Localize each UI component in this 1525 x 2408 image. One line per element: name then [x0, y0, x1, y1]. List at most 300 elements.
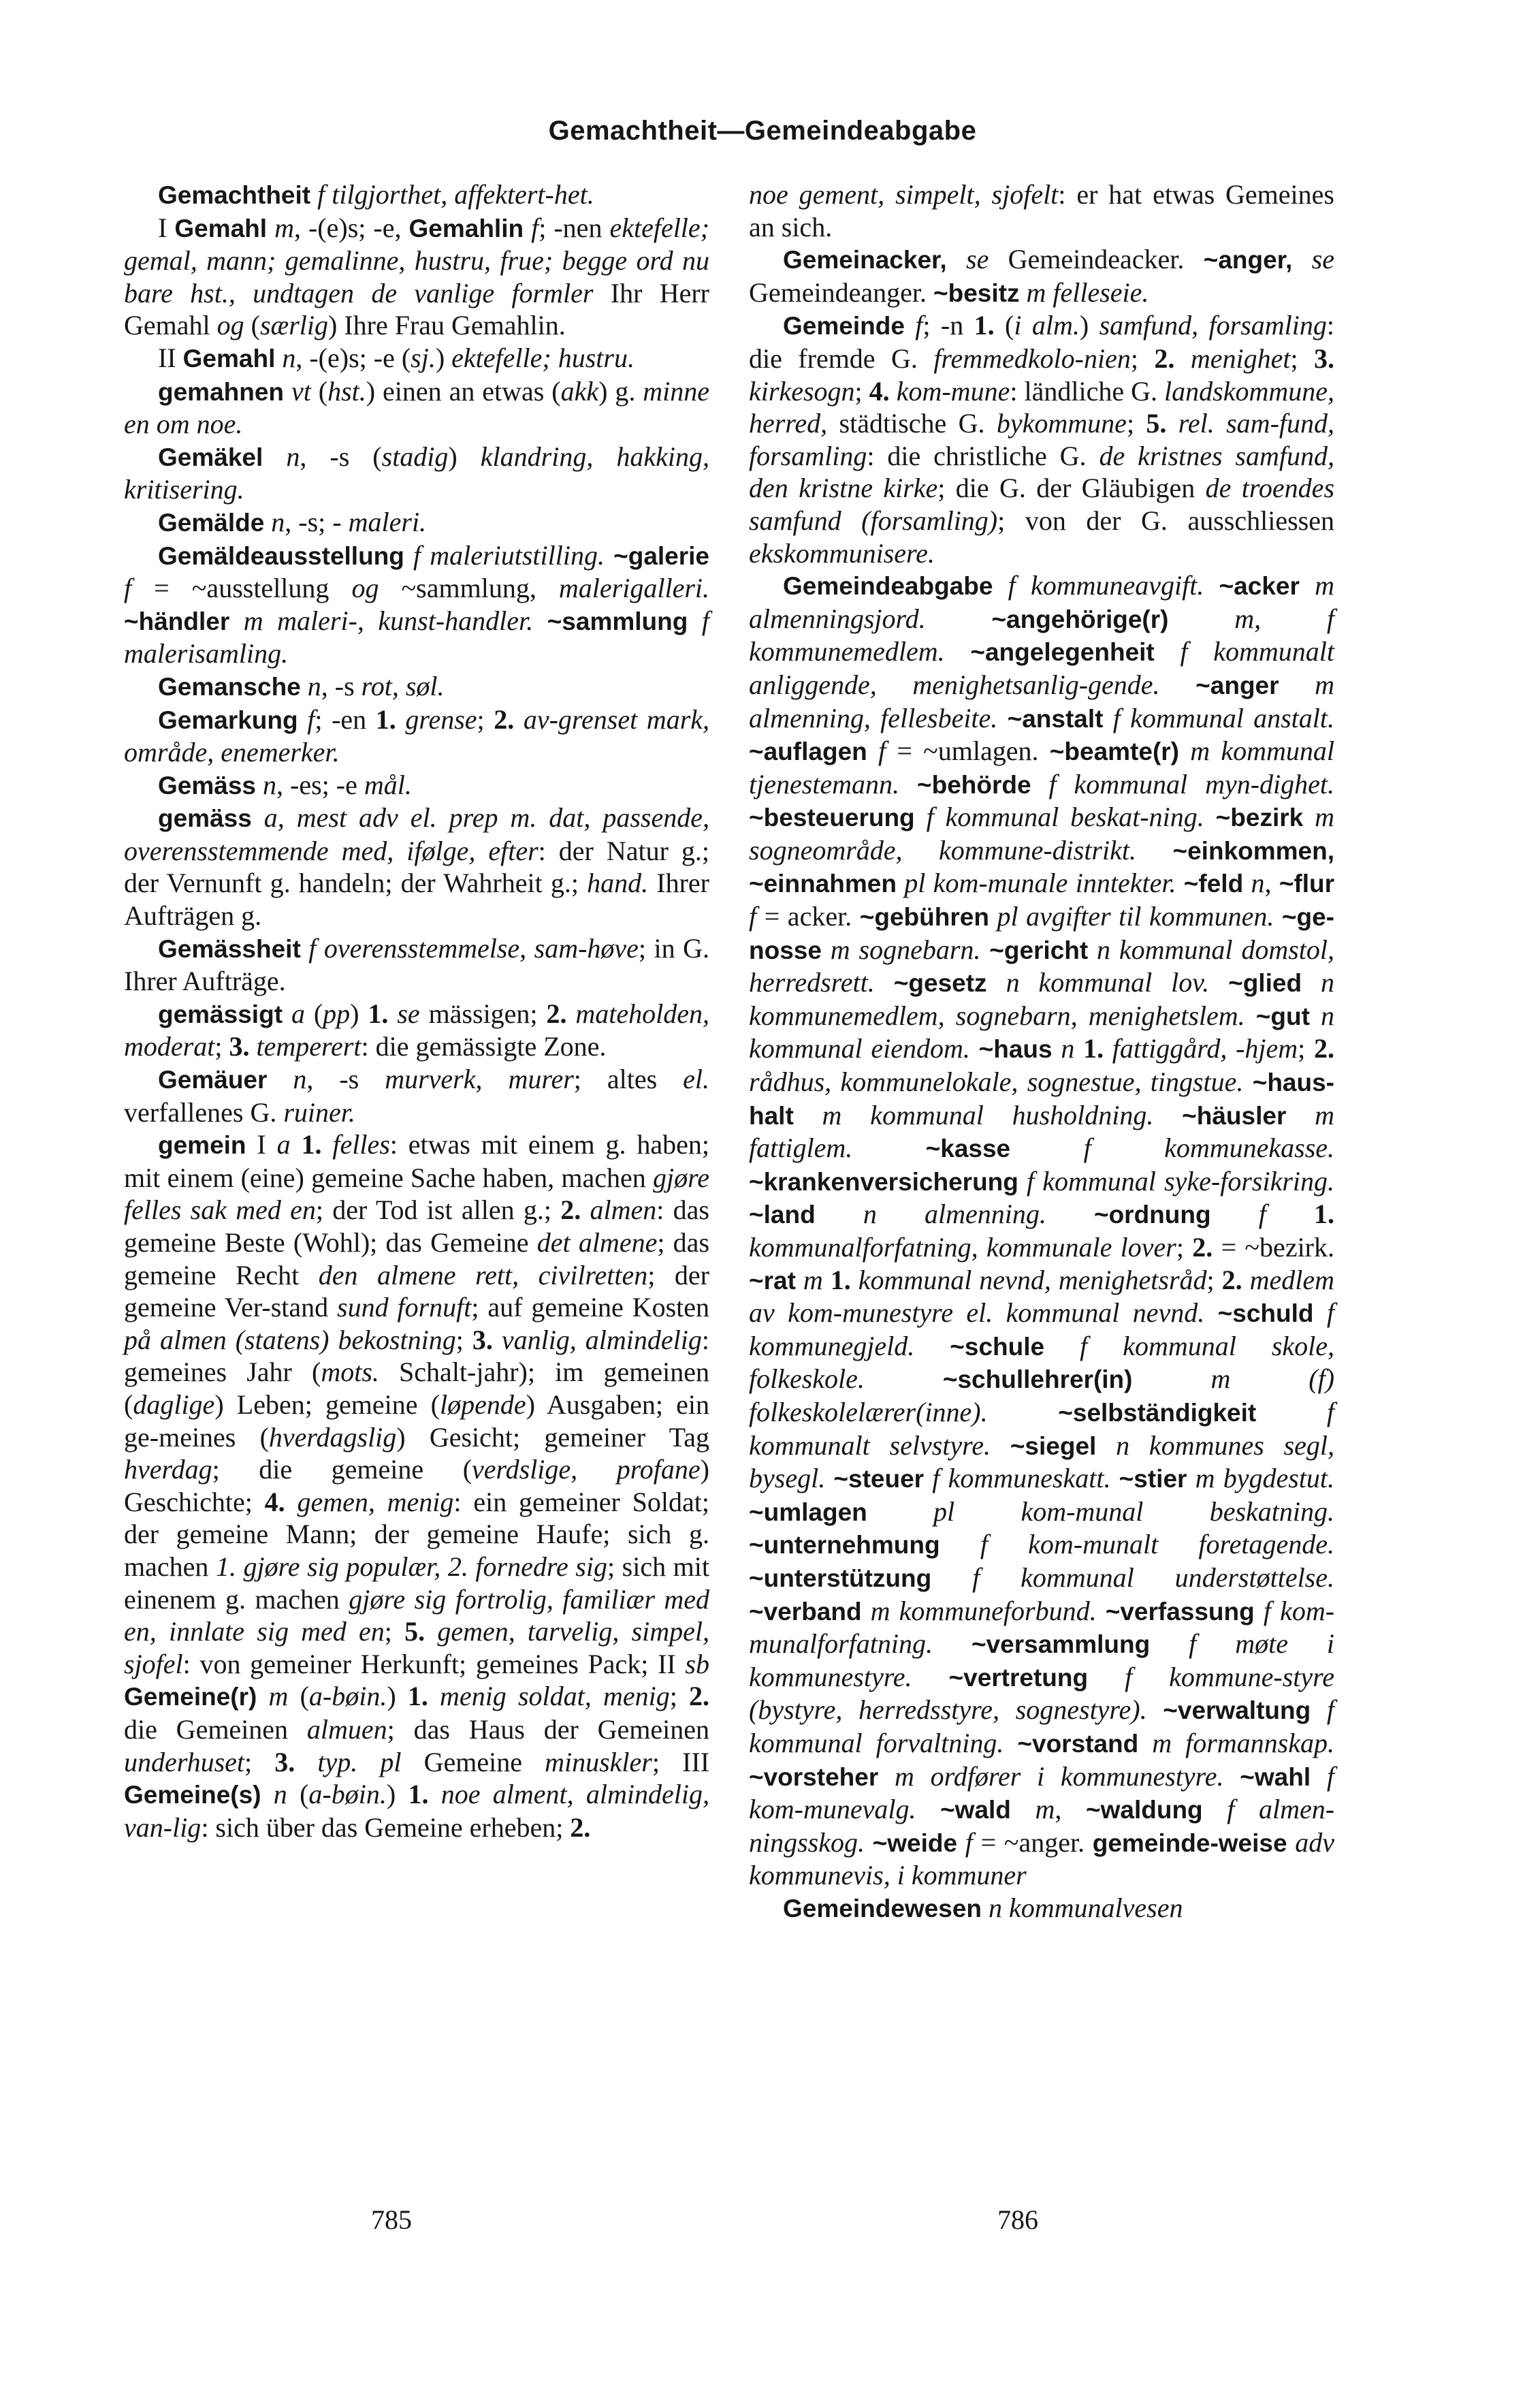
headword: gemäss: [158, 804, 252, 833]
text-run: [890, 376, 897, 407]
italic-run: av-grenset mark, område, enemerker.: [124, 703, 710, 768]
headword: Gemässheit: [158, 934, 301, 963]
headword: ~beamte(r): [1049, 738, 1179, 766]
italic-run: n: [273, 1779, 287, 1810]
headword: ~schullehrer(in): [942, 1365, 1133, 1394]
text-run: [867, 1496, 933, 1527]
italic-run: n: [286, 441, 300, 472]
italic-run: vanlig, almindelig: [501, 1324, 702, 1355]
italic-run: løpende: [439, 1389, 526, 1420]
headword: ~schuld: [1217, 1299, 1314, 1328]
text-run: ) einen an etwas (: [366, 375, 561, 407]
italic-run: n kommunal lov.: [1006, 967, 1210, 998]
text-run: ;: [1206, 1264, 1222, 1295]
headword: Gemeindewesen: [783, 1894, 982, 1922]
italic-run: på almen (statens) bekostning: [124, 1324, 456, 1355]
text-run: [1088, 1662, 1125, 1692]
text-run: [1074, 1033, 1083, 1064]
bold-run: 2.: [1221, 1264, 1242, 1295]
text-run: [940, 1529, 980, 1559]
headword: ~waldung: [1086, 1796, 1203, 1824]
italic-run: noe alment, almindelig, van-lig: [124, 1779, 710, 1843]
italic-run: noe gement, simpelt, sjofelt: [749, 179, 1059, 210]
italic-run: f kommunal skole, folkeskole.: [749, 1330, 1335, 1395]
italic-run: f kommunal anstalt.: [1112, 702, 1335, 733]
text-run: [396, 704, 406, 735]
text-run: [816, 1199, 863, 1229]
italic-run: hverdag: [124, 1454, 212, 1485]
bold-run: 2.: [1192, 1232, 1213, 1263]
page-number-right: 786: [997, 2204, 1038, 2235]
italic-run: grense: [405, 703, 477, 735]
text-run: [1004, 1728, 1017, 1758]
bold-run: 3.: [1314, 343, 1334, 374]
italic-run: ektefelle; gemal, mann; gemalinne, hustru, frue; begge ord nu bare hst., undtagen de vanlige formler: [124, 212, 709, 308]
text-run: ;: [669, 1681, 689, 1712]
headword: ~händler: [124, 607, 230, 635]
italic-run: f: [915, 310, 923, 341]
italic-run: sb: [685, 1648, 709, 1679]
italic-run: ruiner.: [283, 1096, 355, 1128]
italic-run: f: [965, 1826, 973, 1858]
italic-run: f: [307, 703, 315, 735]
text-run: ): [386, 1779, 408, 1810]
headword: ~behörde: [916, 770, 1031, 799]
dictionary-entry: [124, 539, 709, 670]
italic-run: m ordfører i kommunestyre.: [895, 1760, 1224, 1792]
text-run: [970, 1033, 979, 1064]
headword: ~gut: [1255, 1002, 1310, 1030]
headword: Gemäldeausstellung: [158, 541, 404, 570]
italic-run: pl kom-munale inntekter.: [904, 868, 1176, 899]
text-run: (: [244, 310, 260, 341]
italic-run: f kom-munalforfatning.: [749, 1595, 1335, 1660]
headword: ~weide: [872, 1828, 958, 1857]
text-run: [1019, 277, 1026, 308]
dictionary-entry: [749, 309, 1334, 569]
text-run: [1256, 1397, 1327, 1427]
italic-run: akk: [560, 375, 599, 407]
headword: Gemeine(s): [124, 1781, 261, 1809]
italic-run: almuen: [306, 1713, 387, 1745]
text-run: ; sich mit einenem g. machen: [124, 1551, 709, 1615]
italic-run: f maleriutstilling.: [413, 539, 605, 571]
headword: ~siegel: [1010, 1431, 1097, 1460]
text-run: , -(e)s; -e,: [293, 212, 409, 243]
bold-run: 1.: [1083, 1033, 1104, 1064]
italic-run: m kommuneforbund.: [870, 1595, 1097, 1626]
headword: ~vertretung: [948, 1663, 1089, 1692]
dictionary-entry: [749, 243, 1334, 309]
headword: Gemansche: [158, 672, 301, 701]
text-run: ;: [1130, 343, 1155, 374]
text-run: [301, 933, 308, 964]
headword: Gemachtheit: [158, 181, 311, 209]
italic-run: menighet: [1190, 343, 1291, 374]
italic-run: mål.: [364, 769, 412, 800]
headword: ~land: [749, 1201, 816, 1229]
text-run: : ein gemeiner Soldat; der gemeine Mann; der gemeine Haufe; sich g. machen: [124, 1486, 709, 1582]
bold-run: 1.: [408, 1779, 429, 1810]
text-run: [1203, 1794, 1227, 1824]
text-run: [1204, 1297, 1217, 1328]
italic-run: mots.: [321, 1357, 379, 1388]
text-run: [428, 1681, 440, 1711]
italic-run: f kom-munalt foretagende.: [980, 1529, 1334, 1560]
text-run: [912, 1662, 949, 1692]
text-run: [1147, 1694, 1163, 1725]
text-run: [1286, 1100, 1315, 1130]
text-run: ; die G. der Gläubigen: [937, 473, 1206, 504]
italic-run: kommunalforfatning, kommunale lover: [749, 1232, 1176, 1263]
headword: Gemahlin: [408, 214, 524, 242]
headword: ~unternehmung: [749, 1531, 940, 1559]
text-run: (: [287, 1779, 309, 1810]
italic-run: m felleseie.: [1026, 276, 1149, 308]
italic-run: m formannskap.: [1152, 1727, 1335, 1758]
headword: Gemäss: [158, 771, 256, 799]
text-run: [229, 605, 244, 636]
italic-run: el.: [683, 1064, 709, 1095]
italic-run: se: [397, 998, 420, 1029]
text-run: [1011, 1794, 1036, 1824]
headword: ~einkommen,: [1172, 836, 1335, 865]
bold-run: 3.: [274, 1746, 295, 1777]
italic-run: mateholden, moderat: [124, 998, 710, 1062]
dictionary-entry: [124, 342, 709, 375]
text-run: [285, 1487, 298, 1517]
text-run: = ~bezirk.: [1213, 1232, 1334, 1263]
text-run: [1155, 636, 1181, 667]
italic-run: stadig: [381, 441, 449, 472]
bold-run: 4.: [869, 375, 890, 407]
text-run: [298, 704, 308, 735]
headword: ~galerie: [613, 541, 710, 570]
text-run: : die christliche G.: [867, 440, 1099, 471]
text-run: [987, 967, 1006, 998]
italic-run: vt: [291, 375, 311, 407]
italic-run: n kommunes segl, bysegl.: [749, 1429, 1334, 1494]
italic-run: murverk, murer: [385, 1064, 574, 1095]
headword: ~steuer: [833, 1465, 925, 1493]
left-column: [124, 178, 709, 1843]
text-run: I: [158, 212, 175, 243]
text-run: [1031, 769, 1049, 799]
text-run: [252, 802, 264, 833]
italic-run: i alm.: [1014, 310, 1080, 341]
text-run: = acker.: [756, 901, 860, 932]
text-run: mässigen;: [419, 998, 547, 1029]
text-run: [931, 1562, 972, 1593]
text-run: [899, 769, 917, 799]
italic-run: f almen-ningsskog.: [749, 1794, 1335, 1858]
headword: ~versammlung: [971, 1630, 1151, 1659]
text-run: [1103, 703, 1112, 733]
italic-run: n kommunalvesen: [989, 1892, 1183, 1923]
italic-run: f kommunalt anliggende, menighetsanlig-gende.: [749, 636, 1335, 700]
dictionary-entry: [124, 802, 709, 932]
text-run: ) Geschichte;: [124, 1454, 709, 1517]
headword: ~glied: [1228, 969, 1302, 998]
page-number-left: 785: [371, 2204, 412, 2235]
dictionary-entry: [124, 769, 709, 802]
italic-run: medlem av kom-munestyre el. kommunal nevnd.: [749, 1264, 1335, 1329]
italic-run: felles: [332, 1129, 390, 1160]
headword: ~sammlung: [547, 607, 688, 635]
bold-run: 2.: [546, 998, 567, 1029]
bold-run: 1.: [974, 310, 995, 341]
dictionary-entry: [749, 1892, 1334, 1925]
text-run: (: [304, 998, 323, 1029]
text-run: : der Natur g.; der Vernunft g. handeln; der Wahrheit g.;: [124, 835, 709, 899]
italic-run: maleri.: [348, 506, 427, 537]
headword: ~ordnung: [1093, 1201, 1211, 1229]
italic-run: gemen, menig: [297, 1486, 454, 1517]
text-run: ) Ihre Frau Gemahlin.: [328, 310, 566, 341]
text-run: ; das gemeine Recht: [124, 1227, 710, 1290]
italic-run: n: [271, 506, 285, 537]
headword: ~selbständigkeit: [1058, 1398, 1257, 1427]
text-run: [1242, 1265, 1250, 1295]
bold-run: 3.: [472, 1324, 493, 1355]
text-run: [1279, 669, 1315, 700]
headword: ~gebühren: [859, 903, 989, 932]
text-run: = ~ausstellung: [131, 573, 352, 604]
headword: ~haus: [978, 1035, 1053, 1064]
text-run: = ~anger.: [972, 1826, 1093, 1858]
dictionary-entry: [124, 998, 709, 1063]
bold-run: 1.: [301, 1129, 322, 1160]
italic-run: f kommuneskatt.: [932, 1463, 1111, 1494]
dictionary-entry: [124, 506, 709, 539]
italic-run: a-bøin.: [308, 1779, 387, 1810]
text-run: [1245, 1000, 1256, 1031]
text-run: Schalt-jahr); im gemeinen (: [124, 1357, 710, 1420]
italic-run: f kommune-styre (bystyre, herredsstyre, sognestyre).: [749, 1661, 1334, 1726]
italic-run: n: [282, 342, 296, 373]
text-run: [388, 998, 397, 1029]
text-run: ; von der G. ausschliessen: [997, 505, 1334, 536]
text-run: [916, 1794, 940, 1824]
italic-run: hst.: [327, 375, 366, 407]
italic-run: kirkesogn: [749, 375, 855, 407]
italic-run: m kommunal husholdning.: [822, 1099, 1154, 1130]
headword: ~feld: [1183, 870, 1244, 898]
text-run: [926, 603, 992, 634]
text-run: [875, 967, 894, 998]
text-run: [1088, 934, 1097, 965]
italic-run: kommunal nevnd, menighetsråd: [858, 1264, 1207, 1295]
text-run: ; auf gemeine Kosten: [471, 1292, 710, 1323]
italic-run: f kommunal syke-forsikring.: [1027, 1165, 1334, 1197]
text-run: [988, 1397, 1059, 1427]
headword: Gemeinacker,: [783, 246, 947, 274]
text-run: [1110, 1463, 1119, 1493]
italic-run: fattiggård, -hjem: [1112, 1033, 1298, 1064]
italic-run: f kommunal beskat-ning.: [926, 802, 1204, 833]
italic-run: de troendes samfund (forsamling): [749, 473, 1335, 536]
text-run: [933, 1628, 972, 1659]
headword: Gemeindeabgabe: [783, 572, 993, 601]
dictionary-entry: [124, 670, 709, 703]
bold-run: 2.: [560, 1194, 581, 1226]
text-run: ,: [1055, 1794, 1086, 1825]
italic-run: m kommunal tjenestemann.: [749, 735, 1335, 799]
italic-run: m sogneområde, kommune-distrikt.: [749, 802, 1334, 866]
text-run: ; -n: [922, 310, 974, 341]
text-run: [425, 1616, 437, 1647]
text-run: : ländliche G.: [1010, 375, 1165, 407]
text-run: , -s: [321, 670, 362, 701]
text-run: [980, 934, 989, 965]
italic-run: fremmedkolo-nien: [933, 343, 1131, 374]
italic-run: malerigalleri.: [558, 573, 709, 604]
text-run: [982, 1892, 989, 1923]
text-run: (: [994, 310, 1014, 341]
text-run: [310, 179, 317, 210]
text-run: ;: [244, 1746, 275, 1777]
text-run: ;: [477, 703, 494, 735]
dictionary-entry: [124, 375, 709, 441]
dictionary-entry: [749, 569, 1334, 1892]
italic-run: den almene rett, civilretten: [318, 1259, 648, 1290]
dictionary-entry: [124, 212, 709, 342]
text-run: ; in G. Ihrer Aufträge.: [124, 932, 709, 997]
bold-run: 1.: [407, 1681, 428, 1712]
text-run: [1311, 1694, 1327, 1725]
italic-run: pl avgifter til kommunen.: [997, 901, 1274, 932]
headword: ~besteuerung: [749, 804, 915, 832]
italic-run: typ. pl: [317, 1746, 402, 1777]
right-column: [749, 178, 1334, 1924]
text-run: [1204, 802, 1216, 832]
text-run: [1176, 868, 1183, 898]
italic-run: det almene: [536, 1227, 658, 1258]
text-run: städtische G.: [827, 408, 997, 439]
text-run: [1097, 1596, 1106, 1626]
text-run: [914, 1331, 950, 1361]
text-run: [1243, 868, 1251, 898]
text-run: ; der gemeine Ver-stand: [124, 1259, 709, 1323]
italic-run: verdslige, profane: [472, 1454, 701, 1485]
italic-run: gjøre sig fortrolig, familiær med en, innlate sig med en: [124, 1583, 709, 1647]
text-run: [321, 1129, 332, 1160]
italic-run: pl kom-munal beskatning.: [933, 1495, 1335, 1527]
text-run: verfallenes G.: [124, 1096, 284, 1128]
italic-run: temperert: [256, 1031, 362, 1062]
text-run: [997, 703, 1007, 733]
text-run: [514, 704, 524, 735]
italic-run: 1. gjøre sig populær, 2. fornedre sig: [215, 1551, 607, 1582]
italic-run: rådhus, kommunelokale, sognestue, tingstue.: [749, 1066, 1244, 1098]
headword: ~anstalt: [1007, 704, 1104, 733]
text-run: [524, 212, 531, 243]
headword: ~haus-halt: [749, 1068, 1335, 1130]
text-run: [1266, 1199, 1314, 1229]
text-run: ;: [854, 375, 869, 407]
italic-run: n: [263, 769, 276, 800]
italic-run: minuskler: [545, 1746, 652, 1777]
bold-run: 2.: [570, 1811, 591, 1843]
bold-run: 2.: [494, 703, 515, 735]
text-run: [1150, 1628, 1189, 1659]
italic-run: f kom-munevalg.: [749, 1760, 1335, 1825]
text-run: [825, 1463, 833, 1493]
text-run: [1104, 1033, 1112, 1064]
text-run: [1160, 669, 1196, 700]
italic-run: sund fornuft: [337, 1292, 472, 1323]
headword: ~rat: [749, 1266, 796, 1295]
text-run: [256, 770, 263, 800]
italic-run: m maleri-, kunst-handler.: [243, 605, 534, 636]
text-run: [1311, 1761, 1327, 1792]
text-run: [1302, 967, 1321, 998]
text-run: [428, 1779, 440, 1809]
headword: ~verband: [749, 1597, 862, 1626]
italic-run: n kommunemedlem, sognebarn, menighetslem.: [749, 967, 1335, 1031]
text-run: ) Gesicht; gemeiner Tag: [396, 1421, 709, 1453]
headword: ~verfassung: [1105, 1597, 1255, 1626]
text-run: [291, 1129, 302, 1160]
text-run: , -(e)s; -e (: [295, 342, 411, 373]
headword: ~gesetz: [893, 969, 987, 998]
text-run: Gemeindeanger.: [749, 276, 933, 308]
bold-run: 5.: [404, 1616, 426, 1647]
italic-run: f kommunalt selvstyre.: [749, 1396, 1334, 1461]
headword: ~auflagen: [749, 738, 867, 766]
italic-run: m: [274, 212, 294, 243]
headword: ~bezirk: [1215, 804, 1304, 832]
headword: Gemälde: [158, 508, 265, 537]
text-run: [878, 1761, 895, 1792]
text-run: [1303, 802, 1315, 832]
headword: ~häusler: [1182, 1101, 1287, 1130]
italic-run: m, f kommunemedlem.: [749, 603, 1335, 667]
headword: ~anger,: [1203, 246, 1293, 274]
headword: ~flur: [1279, 870, 1335, 898]
headword: ~verwaltung: [1163, 1696, 1311, 1725]
text-run: [533, 605, 547, 636]
italic-run: n kommunal eiendom.: [749, 1000, 1335, 1064]
text-run: [905, 310, 915, 340]
headword: ~einnahmen: [749, 870, 897, 898]
italic-run: sj.: [411, 342, 436, 373]
dictionary-entry: [124, 1128, 709, 1843]
text-run: ;: [214, 1031, 229, 1062]
text-run: ;: [384, 1616, 405, 1647]
italic-run: gjøre felles sak med en: [124, 1162, 709, 1226]
text-run: (: [310, 375, 328, 407]
text-run: ;: [1126, 408, 1146, 439]
text-run: : das gemeine Beste (Wohl); das Gemeine: [124, 1194, 709, 1258]
text-run: Ihr Herr Gemahl: [124, 277, 710, 341]
text-run: : er hat etwas Gemeines an sich.: [749, 179, 1334, 242]
italic-run: bykommune: [996, 408, 1127, 439]
italic-run: kom-mune: [896, 375, 1010, 407]
text-run: [796, 1265, 803, 1295]
text-run: [1168, 603, 1234, 634]
text-run: [989, 901, 997, 932]
italic-run: ektefelle; hustru.: [451, 342, 635, 373]
text-run: [263, 441, 286, 472]
italic-run: minne en om noe.: [124, 375, 710, 440]
headword: ~angehörige(r): [991, 605, 1169, 633]
italic-run: m almenning, fellesbeite.: [749, 669, 1335, 733]
text-run: ): [1079, 310, 1099, 341]
text-run: ; die gemeine (: [212, 1454, 472, 1485]
headword: Gemeine(r): [124, 1683, 257, 1711]
dictionary-entry: [124, 703, 709, 769]
